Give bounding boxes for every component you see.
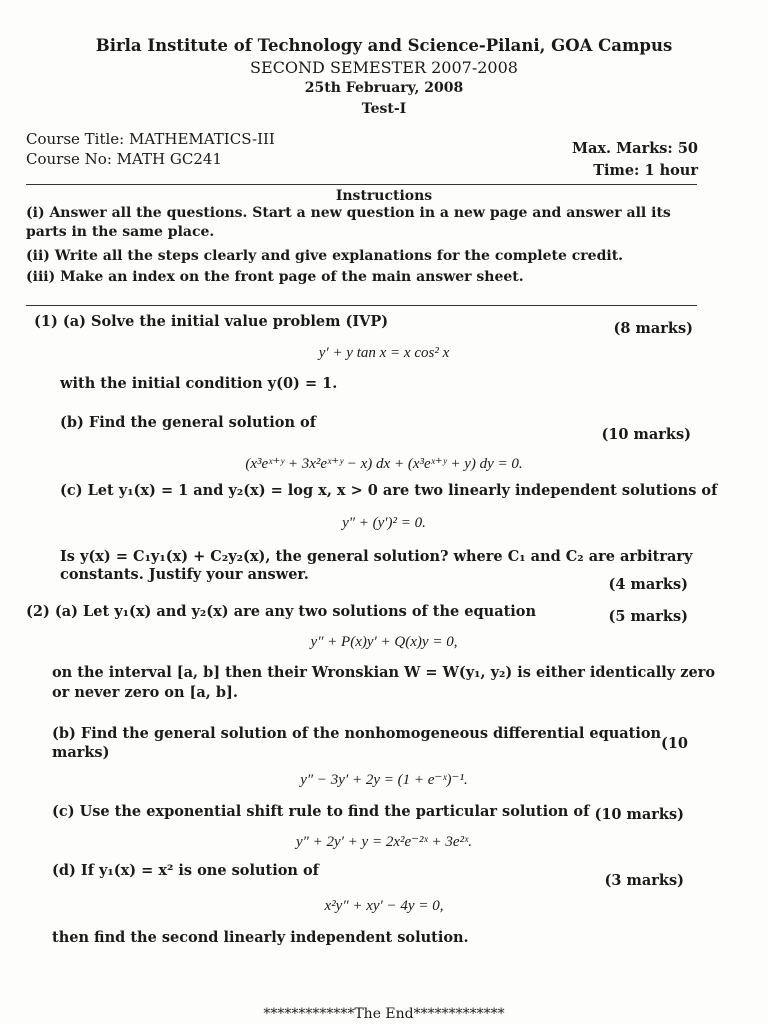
instruction-item: (ii) Write all the steps clearly and give explanations for the complete credit. <box>26 248 624 264</box>
q1b-label: (b) Find the general solution of <box>60 414 316 431</box>
course-number: Course No: MATH GC241 <box>26 150 222 168</box>
q1c-equation: y″ + (y′)² = 0. <box>342 515 426 531</box>
q1b-marks: (10 marks) <box>601 426 691 443</box>
time-limit: Time: 1 hour <box>593 162 698 179</box>
q2b-equation: y″ − 3y′ + 2y = (1 + e⁻ˣ)⁻¹. <box>300 772 468 788</box>
q2a-equation: y″ + P(x)y′ + Q(x)y = 0, <box>310 634 458 650</box>
q1a-condition: with the initial condition y(0) = 1. <box>60 375 338 392</box>
instructions-heading: Instructions <box>335 188 433 204</box>
q1c-text: Is y(x) = C₁y₁(x) + C₂y₂(x), the general solution? where C₁ and C₂ are arbitrary <box>60 548 693 565</box>
instruction-item: parts in the same place. <box>26 224 215 240</box>
divider-bottom <box>26 305 697 306</box>
q2a-text: on the interval [a, b] then their Wronskian W = W(y₁, y₂) is either identically zero <box>52 664 716 681</box>
instruction-item: (iii) Make an index on the front page of the main answer sheet. <box>26 269 524 285</box>
institute-name: Birla Institute of Technology and Science-Pilani, GOA Campus <box>95 36 673 55</box>
q2c-equation: y″ + 2y′ + y = 2x²e⁻²ˣ + 3e²ˣ. <box>295 834 473 850</box>
q1c-marks: (4 marks) <box>608 576 688 593</box>
q2d-equation: x²y″ + xy′ − 4y = 0, <box>324 898 444 914</box>
q2a-text: or never zero on [a, b]. <box>52 684 238 701</box>
exam-date: 25th February, 2008 <box>304 80 464 96</box>
q1c-text: constants. Justify your answer. <box>60 566 309 583</box>
q2b-marks: (10 <box>660 735 688 752</box>
q2a-label: (2) (a) Let y₁(x) and y₂(x) are any two solutions of the equation <box>26 603 537 620</box>
test-title: Test-I <box>361 101 407 117</box>
q2c-marks: (10 marks) <box>594 806 684 823</box>
semester: SECOND SEMESTER 2007-2008 <box>250 58 518 77</box>
q1a-equation: y′ + y tan x = x cos² x <box>318 345 450 361</box>
q1b-equation: (x³eˣ⁺ʸ + 3x²eˣ⁺ʸ − x) dx + (x³eˣ⁺ʸ + y) dy = 0. <box>245 456 523 472</box>
q2c-label: (c) Use the exponential shift rule to find the particular solution of <box>52 803 590 820</box>
q2d-label: (d) If y₁(x) = x² is one solution of <box>52 862 319 879</box>
max-marks: Max. Marks: 50 <box>571 140 698 157</box>
q2b-marks-continued: marks) <box>52 744 110 761</box>
end-marker: *************The End************* <box>263 1006 505 1022</box>
instruction-item: (i) Answer all the questions. Start a new question in a new page and answer all its <box>26 205 671 221</box>
divider-top <box>26 184 697 185</box>
q2b-label: (b) Find the general solution of the nonhomogeneous differential equation <box>52 725 662 742</box>
q1c-label: (c) Let y₁(x) = 1 and y₂(x) = log x, x > 0 are two linearly independent solutions of <box>60 482 718 499</box>
q1a-label: (1) (a) Solve the initial value problem (IVP) <box>34 313 389 330</box>
q2a-marks: (5 marks) <box>608 608 688 625</box>
q2d-marks: (3 marks) <box>604 872 684 889</box>
q1a-marks: (8 marks) <box>613 320 693 337</box>
course-title: Course Title: MATHEMATICS-III <box>26 130 275 148</box>
q2d-text: then find the second linearly independent solution. <box>52 929 469 946</box>
